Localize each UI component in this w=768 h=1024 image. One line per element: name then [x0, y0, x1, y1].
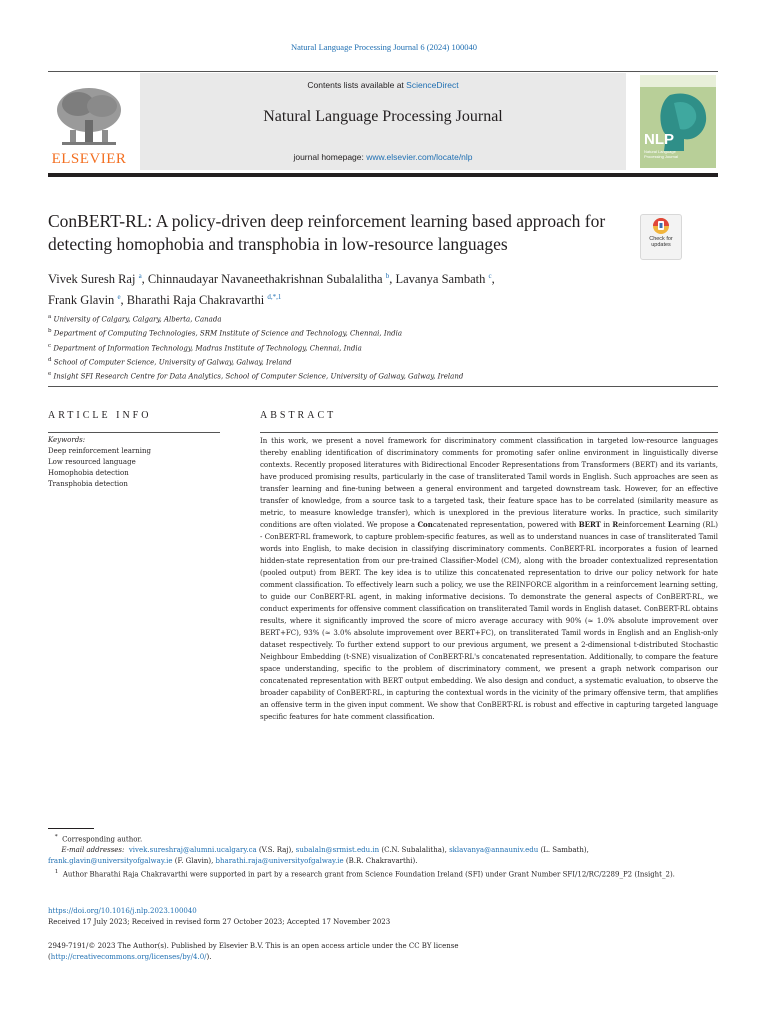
abstract-bold: BERT [578, 520, 601, 529]
affiliation-mark: e [48, 371, 52, 378]
email-addresses [48, 845, 718, 867]
contents-line [140, 80, 626, 90]
check-label-line2: updates [651, 242, 671, 248]
journal-cover-image[interactable] [640, 75, 716, 168]
article-info-rule [48, 432, 220, 433]
affiliation-text: University of Calgary, Calgary, Alberta, Canada [53, 315, 222, 324]
email-owner: (L. Sambath), [538, 846, 589, 855]
license-block [48, 941, 718, 963]
affiliation-item [48, 311, 708, 325]
email-link[interactable]: vivek.sureshraj@alumni.ucalgary.ca [128, 846, 257, 855]
publisher-wordmark: ELSEVIER [51, 151, 127, 167]
abstract-segment: catenated representation, powered with [432, 521, 579, 529]
email-label: E-mail addresses: [61, 846, 125, 855]
check-for-updates-label [641, 236, 681, 248]
sciencedirect-link[interactable]: ScienceDirect [406, 80, 459, 90]
check-label-line1: Check for [649, 236, 673, 242]
contents-prefix: Contents lists available at [307, 80, 407, 90]
doi-link[interactable]: https://doi.org/10.1016/j.nlp.2023.100040 [48, 907, 197, 915]
affiliation-text: Department of Information Technology, Madras Institute of Technology, Chennai, India [53, 343, 362, 352]
footnote-mark: 1 [54, 869, 59, 876]
author-name[interactable]: Chinnaudayar Navaneethakrishnan Subalalitha [147, 272, 383, 287]
email-owner: (F. Glavin), [172, 857, 216, 866]
abstract-heading: ABSTRACT [260, 410, 337, 421]
license-paren: ( [48, 953, 51, 961]
author-affil-mark[interactable]: e [117, 293, 121, 302]
affiliation-item [48, 368, 708, 382]
journal-title: Natural Language Processing Journal [263, 108, 503, 125]
affiliation-list [48, 311, 708, 383]
license-text: 2949-7191/© 2023 The Author(s). Published by Elsevier B.V. This is an open access article under the CC BY license [48, 942, 459, 950]
author-name[interactable]: Frank Glavin [48, 293, 115, 308]
affiliation-item [48, 340, 708, 354]
affiliation-mark: c [48, 342, 52, 349]
keywords-label: Keywords: [48, 436, 86, 444]
abstract-text [260, 435, 718, 723]
homepage-line [140, 152, 626, 162]
corresponding-author-note [48, 832, 718, 845]
email-link[interactable]: frank.glavin@universityofgalway.ie [48, 857, 173, 866]
email-owner: (C.N. Subalalitha), [379, 846, 450, 855]
author-name[interactable]: Lavanya Sambath [395, 272, 486, 287]
keyword-item: Transphobia detection [48, 480, 128, 488]
homepage-link[interactable]: www.elsevier.com/locate/nlp [366, 152, 473, 162]
abstract-bold: Con [417, 520, 433, 529]
footnote-rule [48, 828, 94, 829]
abstract-segment: In this work, we present a novel framework for discriminatory comment classification in targeted low-resource languages thereby enabling identification of discriminatory comments for promoting safer online environment in linguistically diverse contexts. Recently proposed literatures with Bidirectional Encoder Representations from Transformers (BERT) and its variants, have produced promising results, particularly in the case of transliterated Tamil words in English. Such approaches are seen as transfer learning and fine-tuning between a general environment and targeted downstream task. However, for an effective transfer of knowledge, from a source task to a targeted task, their feature space has to be correlated (similarity measure as metric, to measure knowledge transfer), which is unexplored in the previous literature works. In practice, such similarity conditions are often violated. We propose a [260, 437, 718, 529]
author-list [48, 267, 708, 309]
received-dates: Received 17 July 2023; Received in revised form 27 October 2023; Accepted 17 November 2023 [48, 918, 391, 926]
footnote-text: Corresponding author. [62, 835, 143, 844]
license-link-line [48, 952, 718, 963]
doi-block [48, 906, 718, 928]
footnote-text: Author Bharathi Raja Chakravarthi were supported in part by a research grant from Science Foundation Ireland (SFI) under Grant Number SFI/12/RC/2289_P2 (Insight_2). [62, 870, 675, 879]
journal-reference[interactable]: Natural Language Processing Journal 6 (2024) 100040 [290, 42, 477, 52]
cover-acronym: NLP [644, 131, 674, 148]
author-separator: , [141, 272, 148, 287]
author-name[interactable]: Vivek Suresh Raj [48, 272, 136, 287]
affiliation-item [48, 354, 708, 368]
abstract-segment: earning (RL) - ConBERT-RL framework, to capture problem-specific features, as well as to understand nuances in case of transliterated Tamil words into English, to make decision in classifying discriminatory comments. ConBERT-RL incorporates a fusion of learned hidden-state representation from our pre-trained Classifier-Model (CM), along with the broader contextualized representation (pooled output) from BERT. The key idea is to utilize this concatenated representation to drive our policy network for hate comment classification. To effectively learn such a policy, we use the REINFORCE algorithm in a reinforcement learning setting, to guide our ConBERT-RL agent, in making informative decisions. To demonstrate the general aspects of ConBERT-RL, we conduct experiments for offensive comment classification on transliterated Tamil words in English dataset. ConBERT-RL obtains results, where it significantly improved the score of micro average accuracy with 90% (≈ 1.0% absolute improvement over BERT+FC), 93% (≈ 3.0% absolute improvement over BERT+FC), on transliterated Tamil words in English and an English-only dataset respectively. To further extend support to our previous argument, we present a 2-dimensional t-distributed Stochastic Neighbour Embedding (t-SNE) visualization of ConBERT-RL's concatenated representation. Additionally, to compare the feature space understanding, specific to the problem of discriminatory comment, we present a graph network comparison our concatenated representation with BERT output embedding. We also design and conduct, a systematic evaluation, to observe the broader capability of ConBERT-RL, in capturing the contextual words in the vicinity of the primary offensive term, that amplifies an offensive term in the given input comment. We show that ConBERT-RL is robust and effective in capturing targeted language specific features for hate comment classification. [260, 521, 718, 721]
abstract-segment: in [600, 521, 613, 529]
affiliation-mark: a [48, 314, 52, 320]
keyword-item: Deep reinforcement learning [48, 447, 152, 455]
author-separator: , [120, 293, 127, 308]
keyword-item: Homophobia detection [48, 469, 129, 477]
affiliation-text: Insight SFI Research Centre for Data Analytics, School of Computer Science, University of Galway, Galway, Ireland [53, 372, 464, 381]
author-affil-mark[interactable]: a [138, 272, 142, 280]
abstract-rule [260, 432, 718, 433]
author-separator: , [389, 272, 396, 287]
email-owner: (B.R. Chakravarthi). [343, 857, 418, 866]
email-link[interactable]: sklavanya@annauniv.edu [449, 846, 539, 855]
homepage-prefix: journal homepage: [293, 152, 367, 162]
keywords-block [48, 435, 220, 490]
email-owner: (V.S. Raj), [256, 846, 296, 855]
email-link[interactable]: subalaln@srmist.edu.in [295, 846, 380, 855]
header-top-rule [48, 71, 718, 72]
author-name[interactable]: Bharathi Raja Chakravarthi [126, 293, 265, 308]
check-for-updates-button[interactable] [640, 214, 682, 260]
header-bottom-rule [48, 173, 718, 177]
funding-footnote [48, 867, 718, 880]
email-link[interactable]: bharathi.raja@universityofgalway.ie [215, 857, 344, 866]
abstract-segment: einforcement [618, 521, 668, 529]
author-affil-mark[interactable]: c [488, 272, 492, 280]
section-separator [48, 386, 718, 387]
paper-title: ConBERT-RL: A policy-driven deep reinforcement learning based approach for detecting homophobia and transphobia in low-resource languages [48, 211, 606, 254]
article-info-heading: ARTICLE INFO [48, 410, 152, 421]
affiliation-mark: b [48, 328, 52, 335]
cover-subtitle: Natural Language Processing Journal [644, 149, 679, 159]
license-link[interactable]: http://creativecommons.org/licenses/by/4.0/ [50, 953, 207, 961]
author-affil-mark[interactable]: b [385, 272, 390, 280]
affiliation-mark: d [48, 356, 52, 363]
license-paren: ). [206, 953, 212, 961]
affiliation-text: Department of Computing Technologies, SRM Institute of Science and Technology, Chennai, India [53, 329, 403, 338]
author-separator: , [491, 272, 495, 287]
abstract-bold: L [667, 520, 673, 529]
author-affil-mark[interactable]: d,*,1 [267, 293, 282, 302]
check-for-updates-icon [641, 215, 681, 237]
affiliation-text: School of Computer Science, University of Galway, Galway, Ireland [53, 358, 292, 367]
abstract-bold: R [612, 520, 619, 529]
footnote-mark: * [54, 834, 58, 840]
keyword-item: Low resourced language [48, 458, 136, 466]
affiliation-item [48, 325, 708, 339]
footnotes [48, 832, 718, 881]
